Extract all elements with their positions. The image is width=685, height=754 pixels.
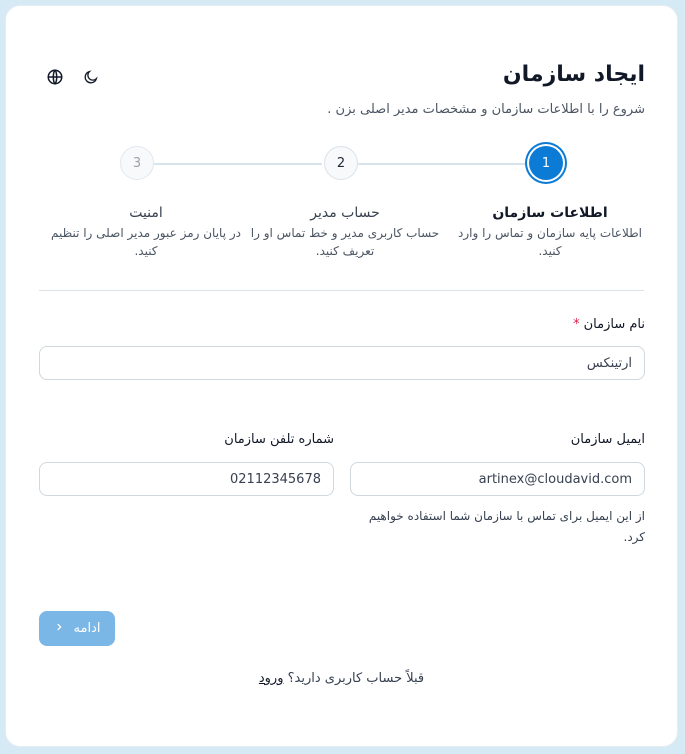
page-subtitle: شروع را با اطلاعات سازمان و مشخصات مدیر اصلی بزن . <box>327 102 645 117</box>
stepper-connector <box>154 163 322 165</box>
step-1-description: اطلاعات پایه سازمان و تماس را وارد کنید. <box>458 226 642 258</box>
step-2-info <box>245 205 445 260</box>
step-2-circle[interactable]: 2 <box>324 146 358 180</box>
page-title: ایجاد سازمان <box>502 62 645 87</box>
chevron-right-icon <box>54 621 64 636</box>
step-3-circle[interactable]: 3 <box>120 146 154 180</box>
globe-icon[interactable] <box>44 66 66 88</box>
login-prompt-text: قبلاً حساب کاربری دارید؟ <box>287 671 425 686</box>
step-1-info <box>450 205 650 260</box>
step-3-title: امنیت <box>129 205 163 221</box>
login-link[interactable]: ورود <box>258 671 284 686</box>
org-name-label <box>573 317 645 332</box>
required-mark: * <box>573 317 580 332</box>
step-2-title: حساب مدیر <box>310 205 380 221</box>
continue-button-label: ادامه <box>73 621 101 636</box>
login-prompt <box>6 671 677 686</box>
step-3-info <box>51 205 241 260</box>
step-1-circle[interactable]: 1 <box>529 146 563 180</box>
org-email-label: ایمیل سازمان <box>570 432 645 447</box>
org-name-label-text: نام سازمان <box>583 317 645 332</box>
step-2-description: حساب کاربری مدیر و خط تماس او را تعریف کنید. <box>250 226 440 258</box>
org-phone-label: شماره تلفن سازمان <box>224 432 334 447</box>
section-divider <box>39 290 644 291</box>
step-1-title: اطلاعات سازمان <box>492 205 608 221</box>
org-phone-input[interactable] <box>39 462 334 496</box>
moon-icon[interactable] <box>80 66 102 88</box>
step-3-description: در پایان رمز عبور مدیر اصلی را تنظیم کنید. <box>51 226 241 258</box>
email-help-text: از این ایمیل برای تماس با سازمان شما استفاده خواهیم کرد. <box>368 509 645 544</box>
stepper-connector <box>358 163 528 165</box>
continue-button[interactable] <box>39 611 115 646</box>
signup-card <box>6 6 677 746</box>
org-name-input[interactable] <box>39 346 645 380</box>
org-email-input[interactable] <box>350 462 645 496</box>
